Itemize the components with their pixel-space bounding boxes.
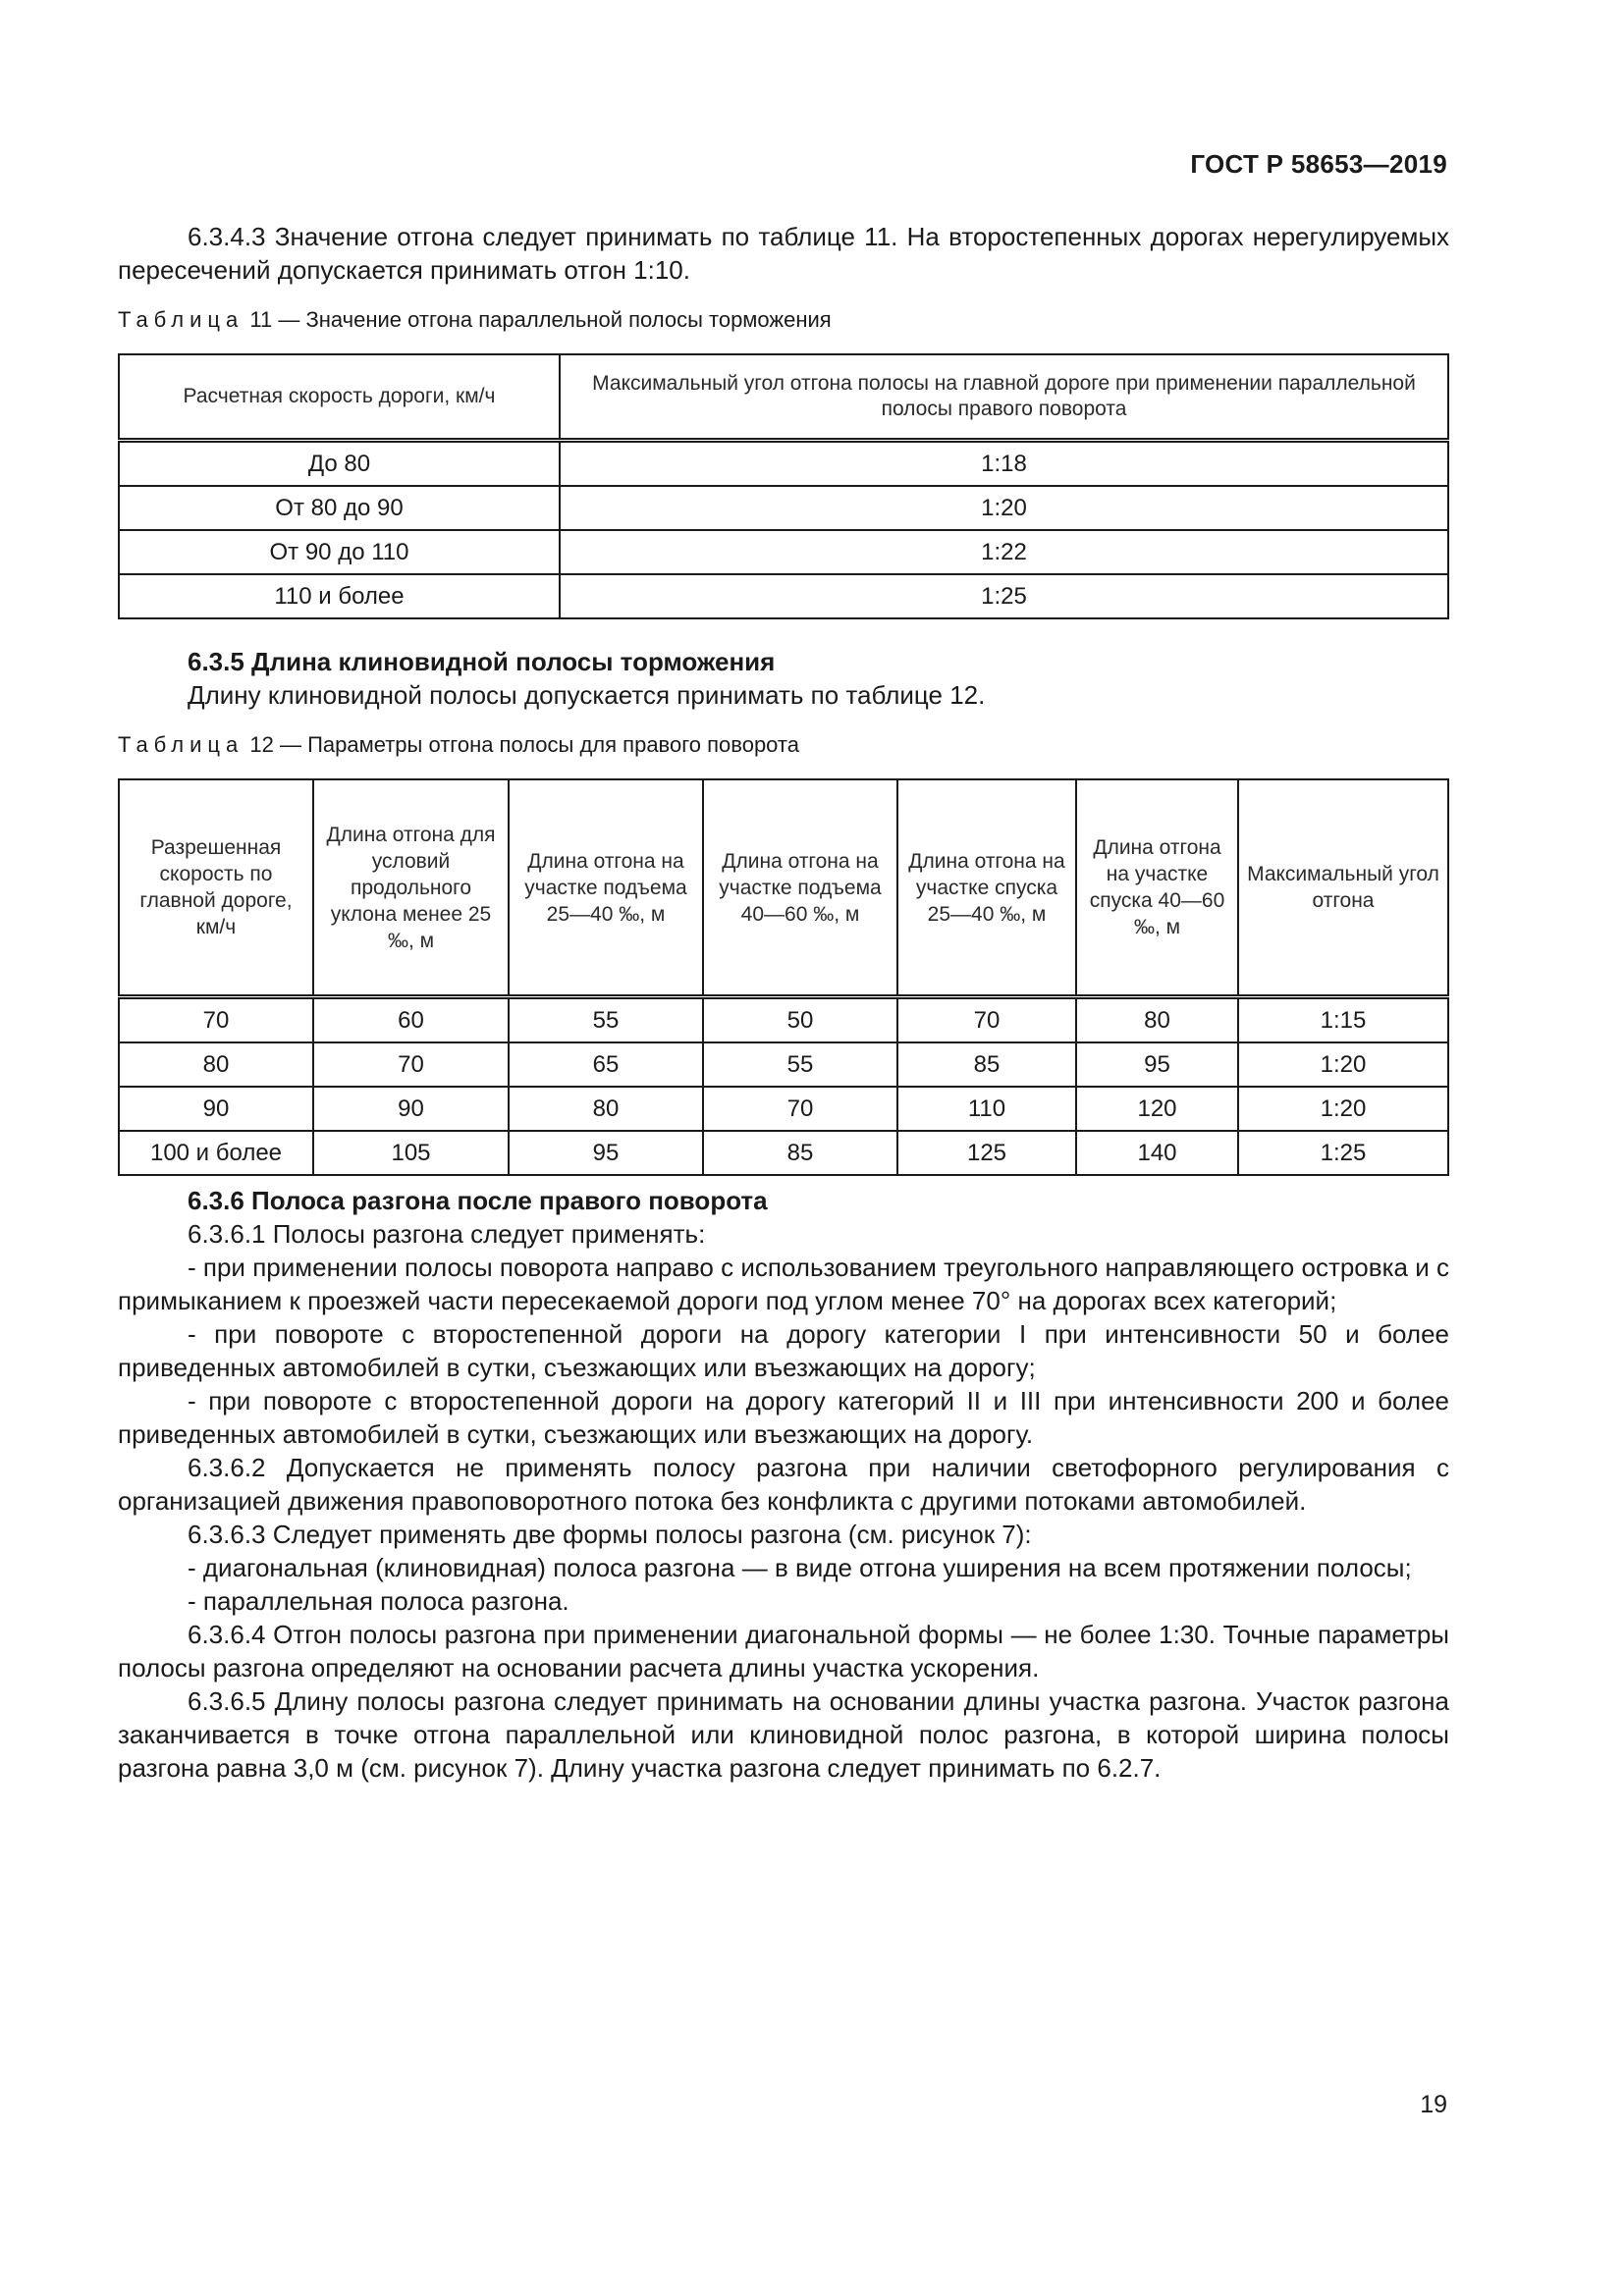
table-cell: 120	[1076, 1087, 1238, 1131]
table-cell: От 90 до 110	[119, 530, 560, 574]
paragraph-6-3-6-1: 6.3.6.1 Полосы разгона следует применять:	[188, 1219, 706, 1249]
table12-caption	[118, 731, 1449, 759]
table-cell: 70	[703, 1087, 897, 1131]
table12-caption-text: 12 — Параметры отгона полосы для правого поворота	[244, 732, 799, 757]
table-row	[119, 574, 1448, 618]
table-row	[119, 486, 1448, 530]
document-body	[118, 220, 1449, 1785]
table-cell: 70	[897, 997, 1076, 1043]
table-cell: 95	[509, 1131, 703, 1175]
paragraph-6-3-6-3: 6.3.6.3 Следует применять две формы полосы разгона (см. рисунок 7):	[188, 1520, 1032, 1549]
table-cell: 1:15	[1238, 997, 1448, 1043]
table-cell: 85	[703, 1131, 897, 1175]
table-cell: 65	[509, 1042, 703, 1087]
table12-header-downhill-25-40: Длина отгона на участке спуска 25—40 ‰, м	[897, 779, 1076, 997]
page-number: 19	[1420, 2091, 1447, 2118]
table-cell: 50	[703, 997, 897, 1043]
table-cell: 1:20	[1238, 1042, 1448, 1087]
table11-caption	[118, 306, 1449, 334]
table-row	[119, 1131, 1448, 1175]
table-row	[119, 441, 1448, 487]
table-12	[118, 778, 1449, 1176]
table-row	[119, 1042, 1448, 1087]
table12-header-max-angle: Максимальный угол отгона	[1238, 779, 1448, 997]
table-row	[119, 997, 1448, 1043]
table-cell: 60	[313, 997, 509, 1043]
table-cell: 110	[897, 1087, 1076, 1131]
table-cell: До 80	[119, 441, 560, 487]
section-6-3-5-heading: 6.3.5 Длина клиновидной полосы торможения	[188, 647, 776, 676]
paragraph-6-3-6-4: 6.3.6.4 Отгон полосы разгона при применении диагональной формы — не более 1:30. Точные параметры полосы разгона определяют на основании расчета длины участка ускорения.	[118, 1620, 1449, 1682]
table-cell: 125	[897, 1131, 1076, 1175]
paragraph-6-3-6-2: 6.3.6.2 Допускается не применять полосу разгона при наличии светофорного регулирования с организацией движения правоповоротного потока без конфликта с другими потоками автомобилей.	[118, 1453, 1449, 1516]
table-cell: 105	[313, 1131, 509, 1175]
table-cell: 1:20	[1238, 1087, 1448, 1131]
table-cell: 1:25	[1238, 1131, 1448, 1175]
table12-caption-word: Таблица	[118, 732, 244, 757]
table11-header-angle: Максимальный угол отгона полосы на главной дороге при применении параллельной полосы правого поворота	[560, 354, 1448, 441]
document-id-header: ГОСТ Р 58653—2019	[1190, 149, 1447, 179]
table11-caption-word: Таблица	[118, 307, 244, 332]
table-cell: От 80 до 90	[119, 486, 560, 530]
section-6-3-6-heading: 6.3.6 Полоса разгона после правого поворота	[188, 1186, 768, 1215]
list-item: - при повороте с второстепенной дороги на дорогу категорий II и III при интенсивности 200 и более приведенных автомобилей в сутки, съезжающих или въезжающих на дорогу.	[118, 1386, 1449, 1449]
list-item: - диагональная (клиновидная) полоса разгона — в виде отгона уширения на всем протяжении полосы;	[188, 1553, 1412, 1582]
table12-header-downhill-40-60: Длина отгона на участке спуска 40—60 ‰, м	[1076, 779, 1238, 997]
section-6-3-5-text: Длину клиновидной полосы допускается принимать по таблице 12.	[188, 680, 986, 710]
table12-header-uphill-40-60: Длина отгона на участке подъема 40—60 ‰, м	[703, 779, 897, 997]
table-11	[118, 353, 1449, 619]
table-cell: 80	[509, 1087, 703, 1131]
table-cell: 95	[1076, 1042, 1238, 1087]
table11-caption-text: 11 — Значение отгона параллельной полосы торможения	[244, 307, 832, 332]
table-cell: 80	[119, 1042, 313, 1087]
table12-header-flat: Длина отгона для условий продольного уклона менее 25 ‰, м	[313, 779, 509, 997]
table-cell: 90	[119, 1087, 313, 1131]
table-cell: 55	[509, 997, 703, 1043]
table-cell: 1:20	[560, 486, 1448, 530]
table-cell: 70	[119, 997, 313, 1043]
table12-header-speed: Разрешенная скорость по главной дороге, км/ч	[119, 779, 313, 997]
list-item: - при применении полосы поворота направо с использованием треугольного направляющего островка и с примыканием к проезжей части пересекаемой дороги под углом менее 70° на дорогах всех категорий;	[118, 1253, 1449, 1315]
table-cell: 140	[1076, 1131, 1238, 1175]
table-cell: 1:18	[560, 441, 1448, 487]
list-item: - параллельная полоса разгона.	[188, 1586, 569, 1616]
table-cell: 80	[1076, 997, 1238, 1043]
table-cell: 1:25	[560, 574, 1448, 618]
table11-header-speed: Расчетная скорость дороги, км/ч	[119, 354, 560, 441]
table-cell: 55	[703, 1042, 897, 1087]
table-cell: 85	[897, 1042, 1076, 1087]
list-item: - при повороте с второстепенной дороги на дорогу категории I при интенсивности 50 и более приведенных автомобилей в сутки, съезжающих или въезжающих на дорогу;	[118, 1319, 1449, 1382]
table-cell: 100 и более	[119, 1131, 313, 1175]
table-cell: 110 и более	[119, 574, 560, 618]
table-row	[119, 1087, 1448, 1131]
table-cell: 90	[313, 1087, 509, 1131]
paragraph-6-3-4-3: 6.3.4.3 Значение отгона следует принимать по таблице 11. На второстепенных дорогах нерегулируемых пересечений допускается принимать отгон 1:10.	[118, 222, 1449, 285]
table-cell: 1:22	[560, 530, 1448, 574]
table-cell: 70	[313, 1042, 509, 1087]
table12-header-uphill-25-40: Длина отгона на участке подъема 25—40 ‰, м	[509, 779, 703, 997]
paragraph-6-3-6-5: 6.3.6.5 Длину полосы разгона следует принимать на основании длины участка разгона. Участок разгона заканчивается в точке отгона параллельной или клиновидной полос разгона, в которой ширина полосы разгона равна 3,0 м (см. рисунок 7). Длину участка разгона следует принимать по 6.2.7.	[118, 1686, 1449, 1783]
table-row	[119, 530, 1448, 574]
